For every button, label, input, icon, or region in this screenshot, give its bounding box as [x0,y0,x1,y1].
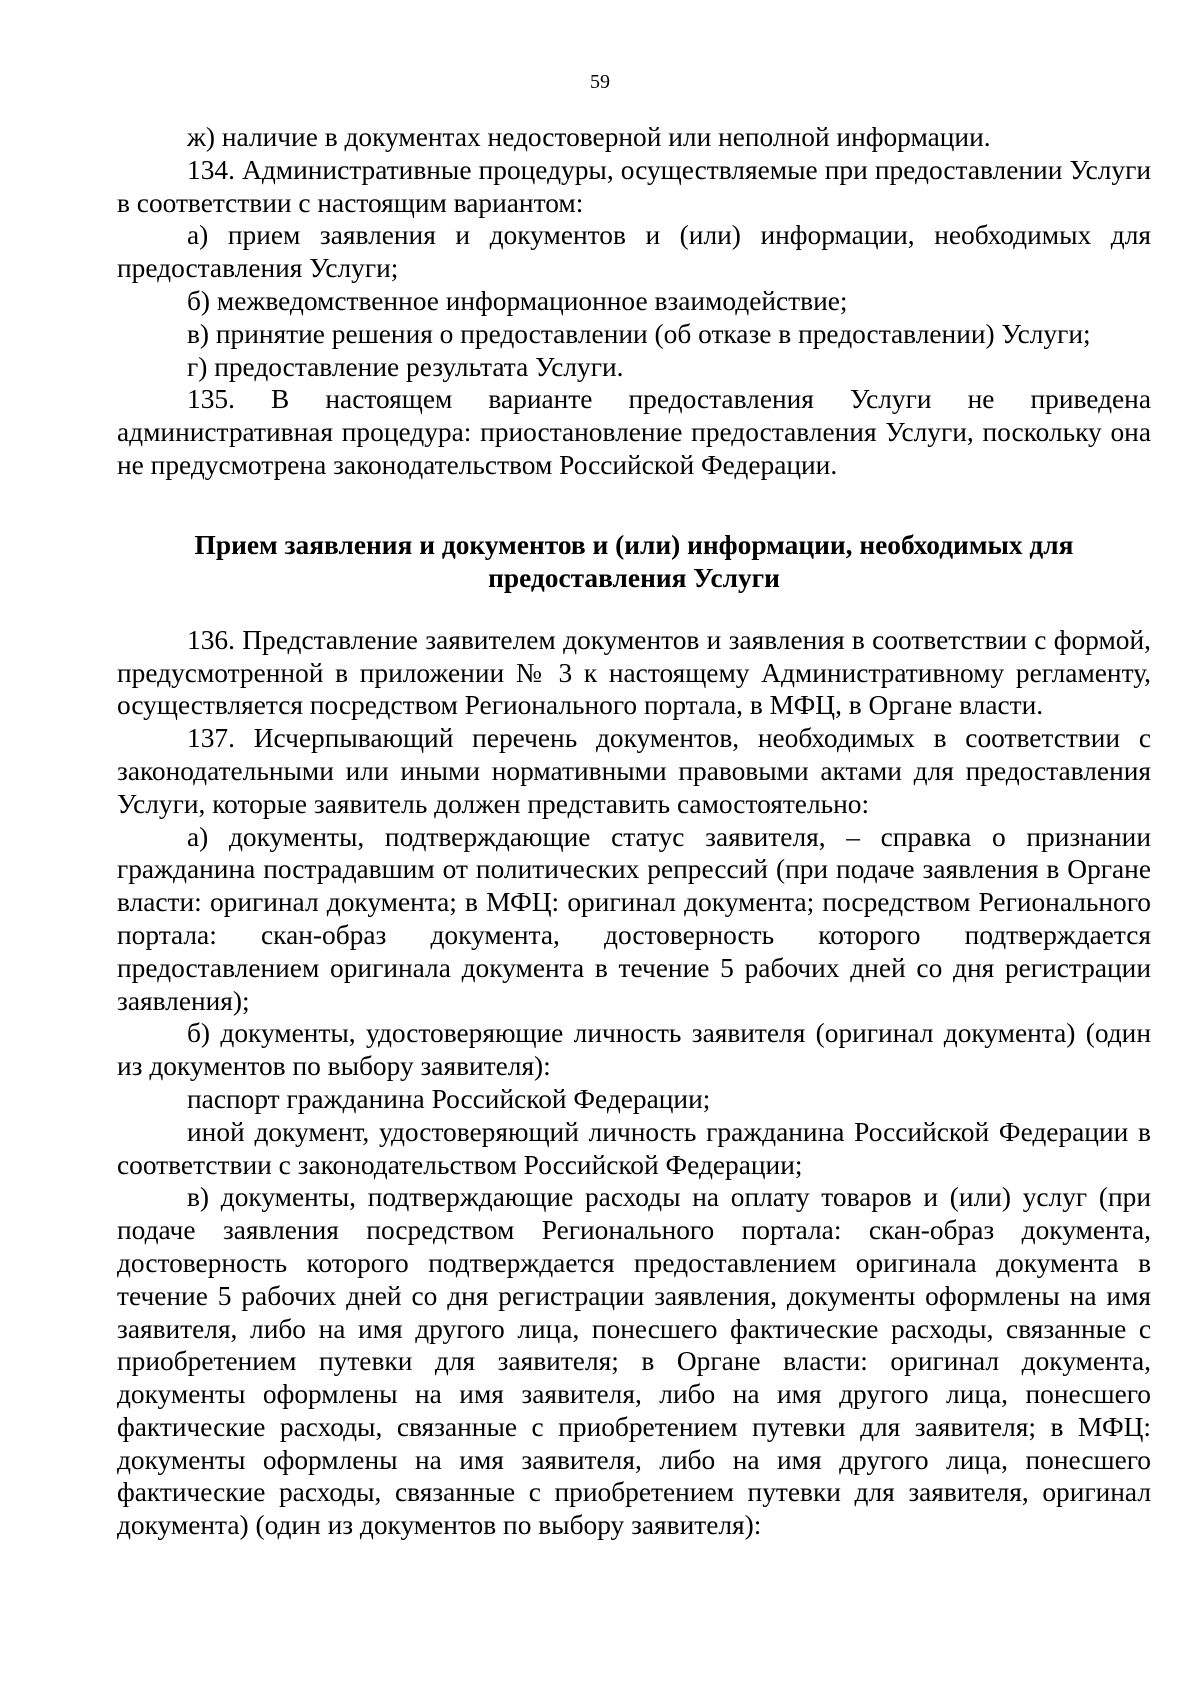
paragraph-item-b: б) межведомственное информационное взаимодействие; [187,285,848,316]
paragraph-137: 137. Исчерпывающий перечень документов, необходимых в соответствии с законодательными или иными нормативными правовыми актами для предоставления Услуги, которые заявитель должен представить самостоятельно: [117,723,1151,819]
paragraph-134: 134. Административные процедуры, осуществляемые при предоставлении Услуги в соответствии с настоящим вариантом: [117,154,1151,218]
paragraph-137-item-v: в) документы, подтверждающие расходы на оплату товаров и (или) услуг (при подаче заявления посредством Регионального портала: скан-образ документа, достоверность которого подтверждается предоставлением оригинала документа в течение 5 рабочих дней со дня регистрации заявления, документы оформлены на имя заявителя, либо на имя другого лица, понесшего фактические расходы, связанные с приобретением путевки для заявителя; в Органе власти: оригинал документа, документы оформлены на имя заявителя, либо на имя другого лица, понесшего фактические расходы, связанные с приобретением путевки для заявителя; в МФЦ: документы оформлены на имя заявителя, либо на имя другого лица, понесшего фактические расходы, связанные с приобретением путевки для заявителя, оригинал документа) (один из документов по выбору заявителя): [117,1182,1151,1541]
paragraph-item-g: г) предоставление результата Услуги. [187,351,624,382]
paragraph-item-v: в) принятие решения о предоставлении (об отказе в предоставлении) Услуги; [187,318,1091,349]
paragraph-item-a: а) прием заявления и документов и (или) информации, необходимых для предоставления Услуги; [117,220,1151,284]
page-number: 59 [590,71,610,93]
paragraph-136: 136. Представление заявителем документов и заявления в соответствии с формой, предусмотренной в приложении № 3 к настоящему Административному регламенту, осуществляется посредством Регионального портала, в МФЦ, в Органе власти. [117,624,1151,721]
paragraph-137-item-b: б) документы, удостоверяющие личность заявителя (оригинал документа) (один из документов по выбору заявителя): [117,1018,1151,1082]
paragraph-other-id-document: иной документ, удостоверяющий личность гражданина Российской Федерации в соответствии с законодательством Российской Федерации; [117,1116,1151,1180]
paragraph-passport: паспорт гражданина Российской Федерации; [187,1083,711,1114]
paragraph-item-zh: ж) наличие в документах недостоверной или неполной информации. [187,122,991,152]
section-heading [117,529,1151,595]
section-heading-line-2: предоставления Услуги [488,562,780,593]
paragraph-137-item-a: а) документы, подтверждающие статус заявителя, – справка о признании гражданина пострадавшим от политических репрессий (при подаче заявления в Органе власти: оригинал документа; в МФЦ: оригинал документа; посредством Регионального портала: скан-образ документа, достоверность которого подтверждается предоставлением оригинала документа в течение 5 рабочих дней со дня регистрации заявления); [117,821,1151,1016]
paragraph-135: 135. В настоящем варианте предоставления Услуги не приведена административная процедура: приостановление предоставления Услуги, поскольку она не предусмотрена законодательством Российской Федерации. [117,384,1151,480]
section-heading-line-1: Прием заявления и документов и (или) информации, необходимых для [194,529,1074,560]
document-body [117,121,1151,1542]
